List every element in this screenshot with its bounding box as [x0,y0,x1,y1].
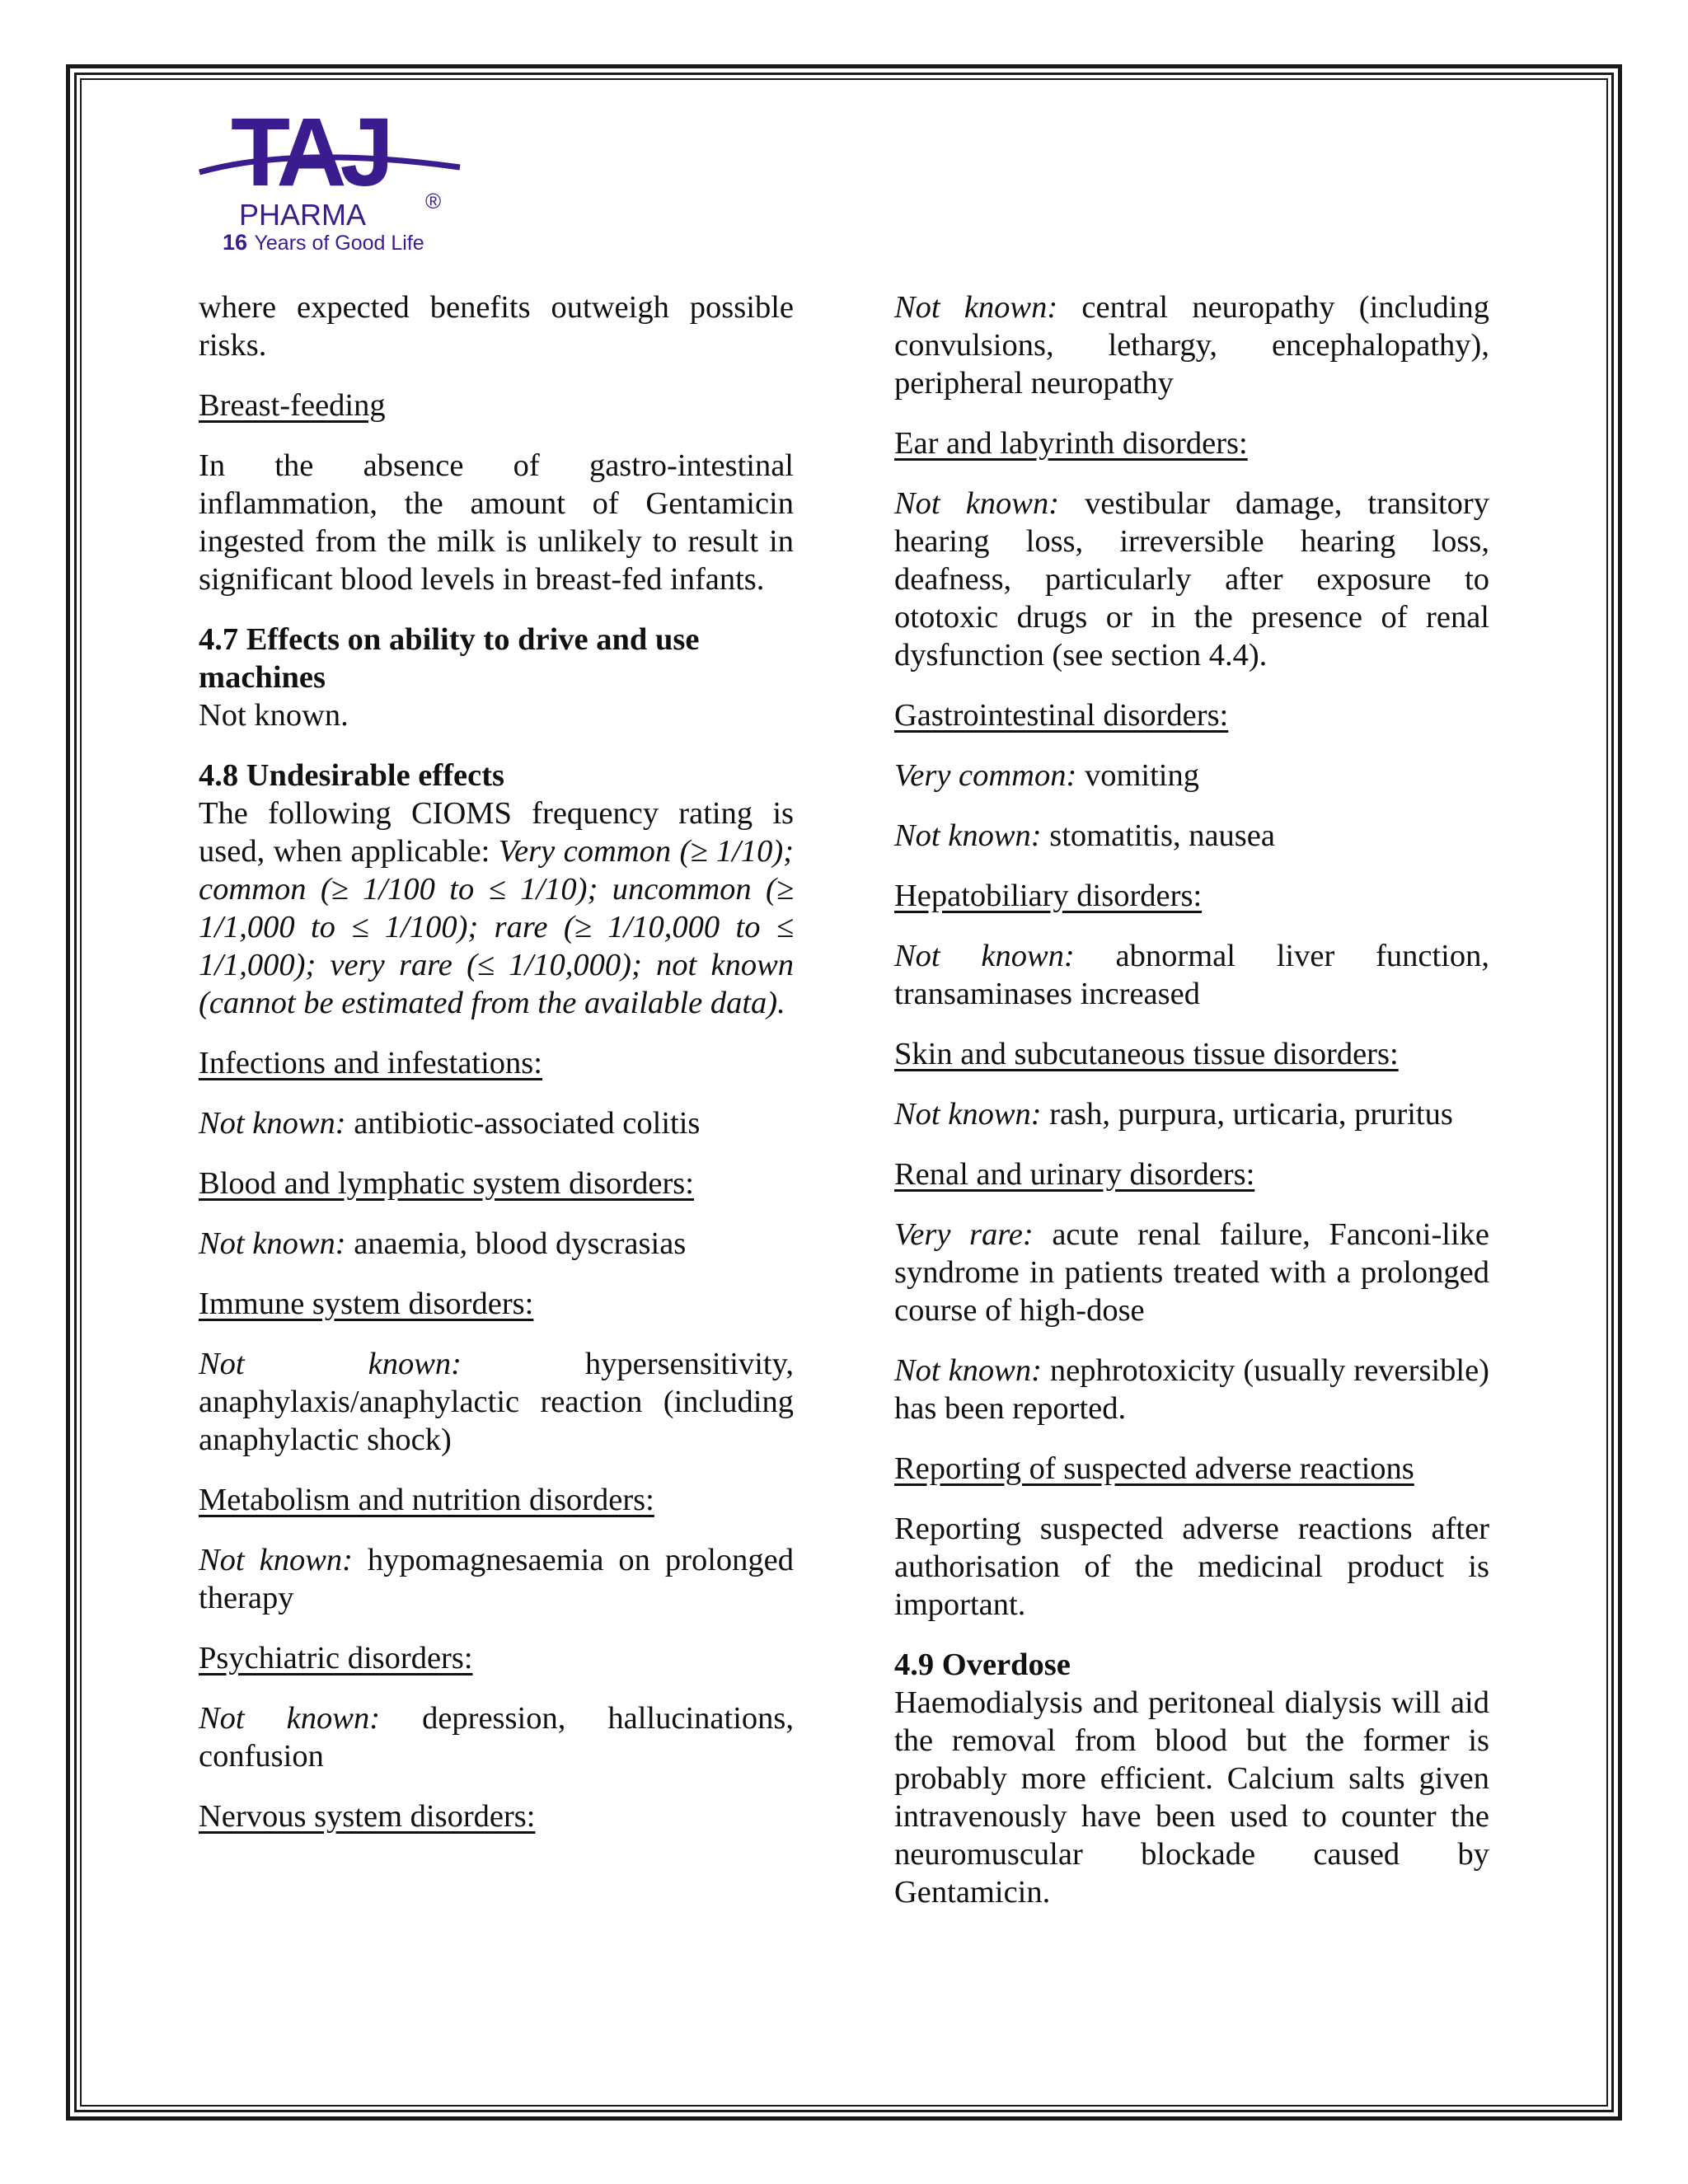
heading-immune: Immune system disorders: [199,1286,534,1321]
entry-text: vomiting [1076,758,1199,793]
paragraph-breast-feeding: In the absence of gastro-intestinal inflammation, the amount of Gentamicin ingested from the milk is unlikely to result in significant blood levels in breast-fed infants. [199,448,794,597]
logo-years-text: Years of Good Life [254,232,424,255]
entry-text: antibiotic-associated colitis [345,1106,701,1141]
entry-nervous [894,288,1489,402]
frequency-label: Not known: [199,1701,381,1736]
entry-text: abnormal liver function, transaminases increased [894,939,1490,1011]
entry-ear [894,485,1489,674]
frequency-label: Not known: [199,1347,462,1381]
entry-psychiatric [199,1699,794,1775]
paragraph-reporting: Reporting suspected adverse reactions after authorisation of the medicinal product is important. [894,1511,1489,1622]
heading-ear: Ear and labyrinth disorders: [894,426,1248,461]
entry-renal-2 [894,1352,1489,1427]
heading-psychiatric: Psychiatric disorders: [199,1641,473,1675]
frequency-label: Not known: [894,939,1075,973]
frequency-label: Not known: [894,486,1060,521]
heading-metabolism: Metabolism and nutrition disorders: [199,1483,654,1517]
entry-text: vestibular damage, transitory hearing loss, irreversible hearing loss, deafness, particularly after exposure to ototoxic drugs or in the presence of renal dysfunction (see section 4.4). [894,486,1489,673]
entry-text: nephrotoxicity (usually reversible) has been reported. [894,1353,1490,1426]
cioms-frequency-text: Very common (≥ 1/10); common (≥ 1/100 to ≤ 1/10); uncommon (≥ 1/1,000 to ≤ 1/100); rare (≥ 1/10,000 to ≤ 1/1,000); very rare (≤ 1/10,000); not known (cannot be estimated from the available data). [199,834,794,1020]
entry-text: acute renal failure, Fanconi-like syndrome in patients treated with a prolonged course of high-dose [894,1217,1489,1328]
paragraph-risks: where expected benefits outweigh possible risks. [199,290,794,363]
entry-immune [199,1345,794,1459]
entry-text: anaemia, blood dyscrasias [345,1226,687,1261]
cioms-intro-text: The following CIOMS frequency rating is used, when applicable: [199,796,794,869]
frequency-label: Not known: [199,1226,346,1261]
frequency-label: Very rare: [894,1217,1034,1252]
section-4-8-intro [199,794,794,1022]
heading-blood: Blood and lymphatic system disorders: [199,1166,694,1201]
logo-years-number: 16 [223,230,248,255]
entry-gastrointestinal-1 [894,757,1489,794]
entry-blood [199,1225,794,1263]
entry-text: stomatitis, nausea [1041,818,1275,853]
entry-renal-1 [894,1216,1489,1329]
frequency-label: Not known: [894,818,1042,853]
entry-hepatobiliary [894,937,1489,1013]
entry-text: hypersensitivity, anaphylaxis/anaphylactic reaction (including anaphylactic shock) [199,1347,794,1457]
entry-text: hypomagnesaemia on prolonged therapy [199,1543,795,1615]
logo-brand: TAJ [231,103,388,207]
heading-renal: Renal and urinary disorders: [894,1157,1255,1192]
left-column [199,288,794,1858]
section-4-7-title: 4.7 Effects on ability to drive and use machines [199,622,700,695]
section-4-8-title: 4.8 Undesirable effects [199,758,505,793]
logo-registered: ® [425,189,442,213]
frequency-label: Not known: [894,1353,1042,1388]
frequency-label: Very common: [894,758,1077,793]
heading-nervous: Nervous system disorders: [199,1799,536,1834]
entry-text: central neuropathy (including convulsions, lethargy, encephalopathy), peripheral neuropathy [894,290,1490,401]
frequency-label: Not known: [199,1543,353,1577]
entry-text: rash, purpura, urticaria, pruritus [1041,1097,1453,1132]
entry-gastrointestinal-2 [894,817,1489,855]
section-4-9-body: Haemodialysis and peritoneal dialysis will aid the removal from blood but the former is probably more efficient. Calcium salts given intravenously have been used to counter the neuromuscular blockade caused by Gentamicin. [894,1685,1489,1910]
frequency-label: Not known: [894,290,1058,325]
heading-infections: Infections and infestations: [199,1046,542,1080]
right-column [894,288,1489,1933]
svg-text:16 Years of Good Life [223,230,424,255]
heading-reporting: Reporting of suspected adverse reactions [894,1451,1414,1486]
frequency-label: Not known: [199,1106,346,1141]
logo-sub: PHARMA [239,198,367,232]
heading-skin: Skin and subcutaneous tissue disorders: [894,1037,1399,1071]
section-4-9-title: 4.9 Overdose [894,1647,1071,1682]
section-4-7-body: Not known. [199,698,349,733]
taj-pharma-logo [198,103,478,260]
entry-skin [894,1095,1489,1133]
entry-text: depression, hallucinations, confusion [199,1701,794,1774]
heading-breast-feeding: Breast-feeding [199,388,386,423]
frequency-label: Not known: [894,1097,1042,1132]
heading-gastrointestinal: Gastrointestinal disorders: [894,698,1229,733]
heading-hepatobiliary: Hepatobiliary disorders: [894,879,1203,913]
entry-metabolism [199,1541,794,1617]
entry-infections [199,1104,794,1142]
